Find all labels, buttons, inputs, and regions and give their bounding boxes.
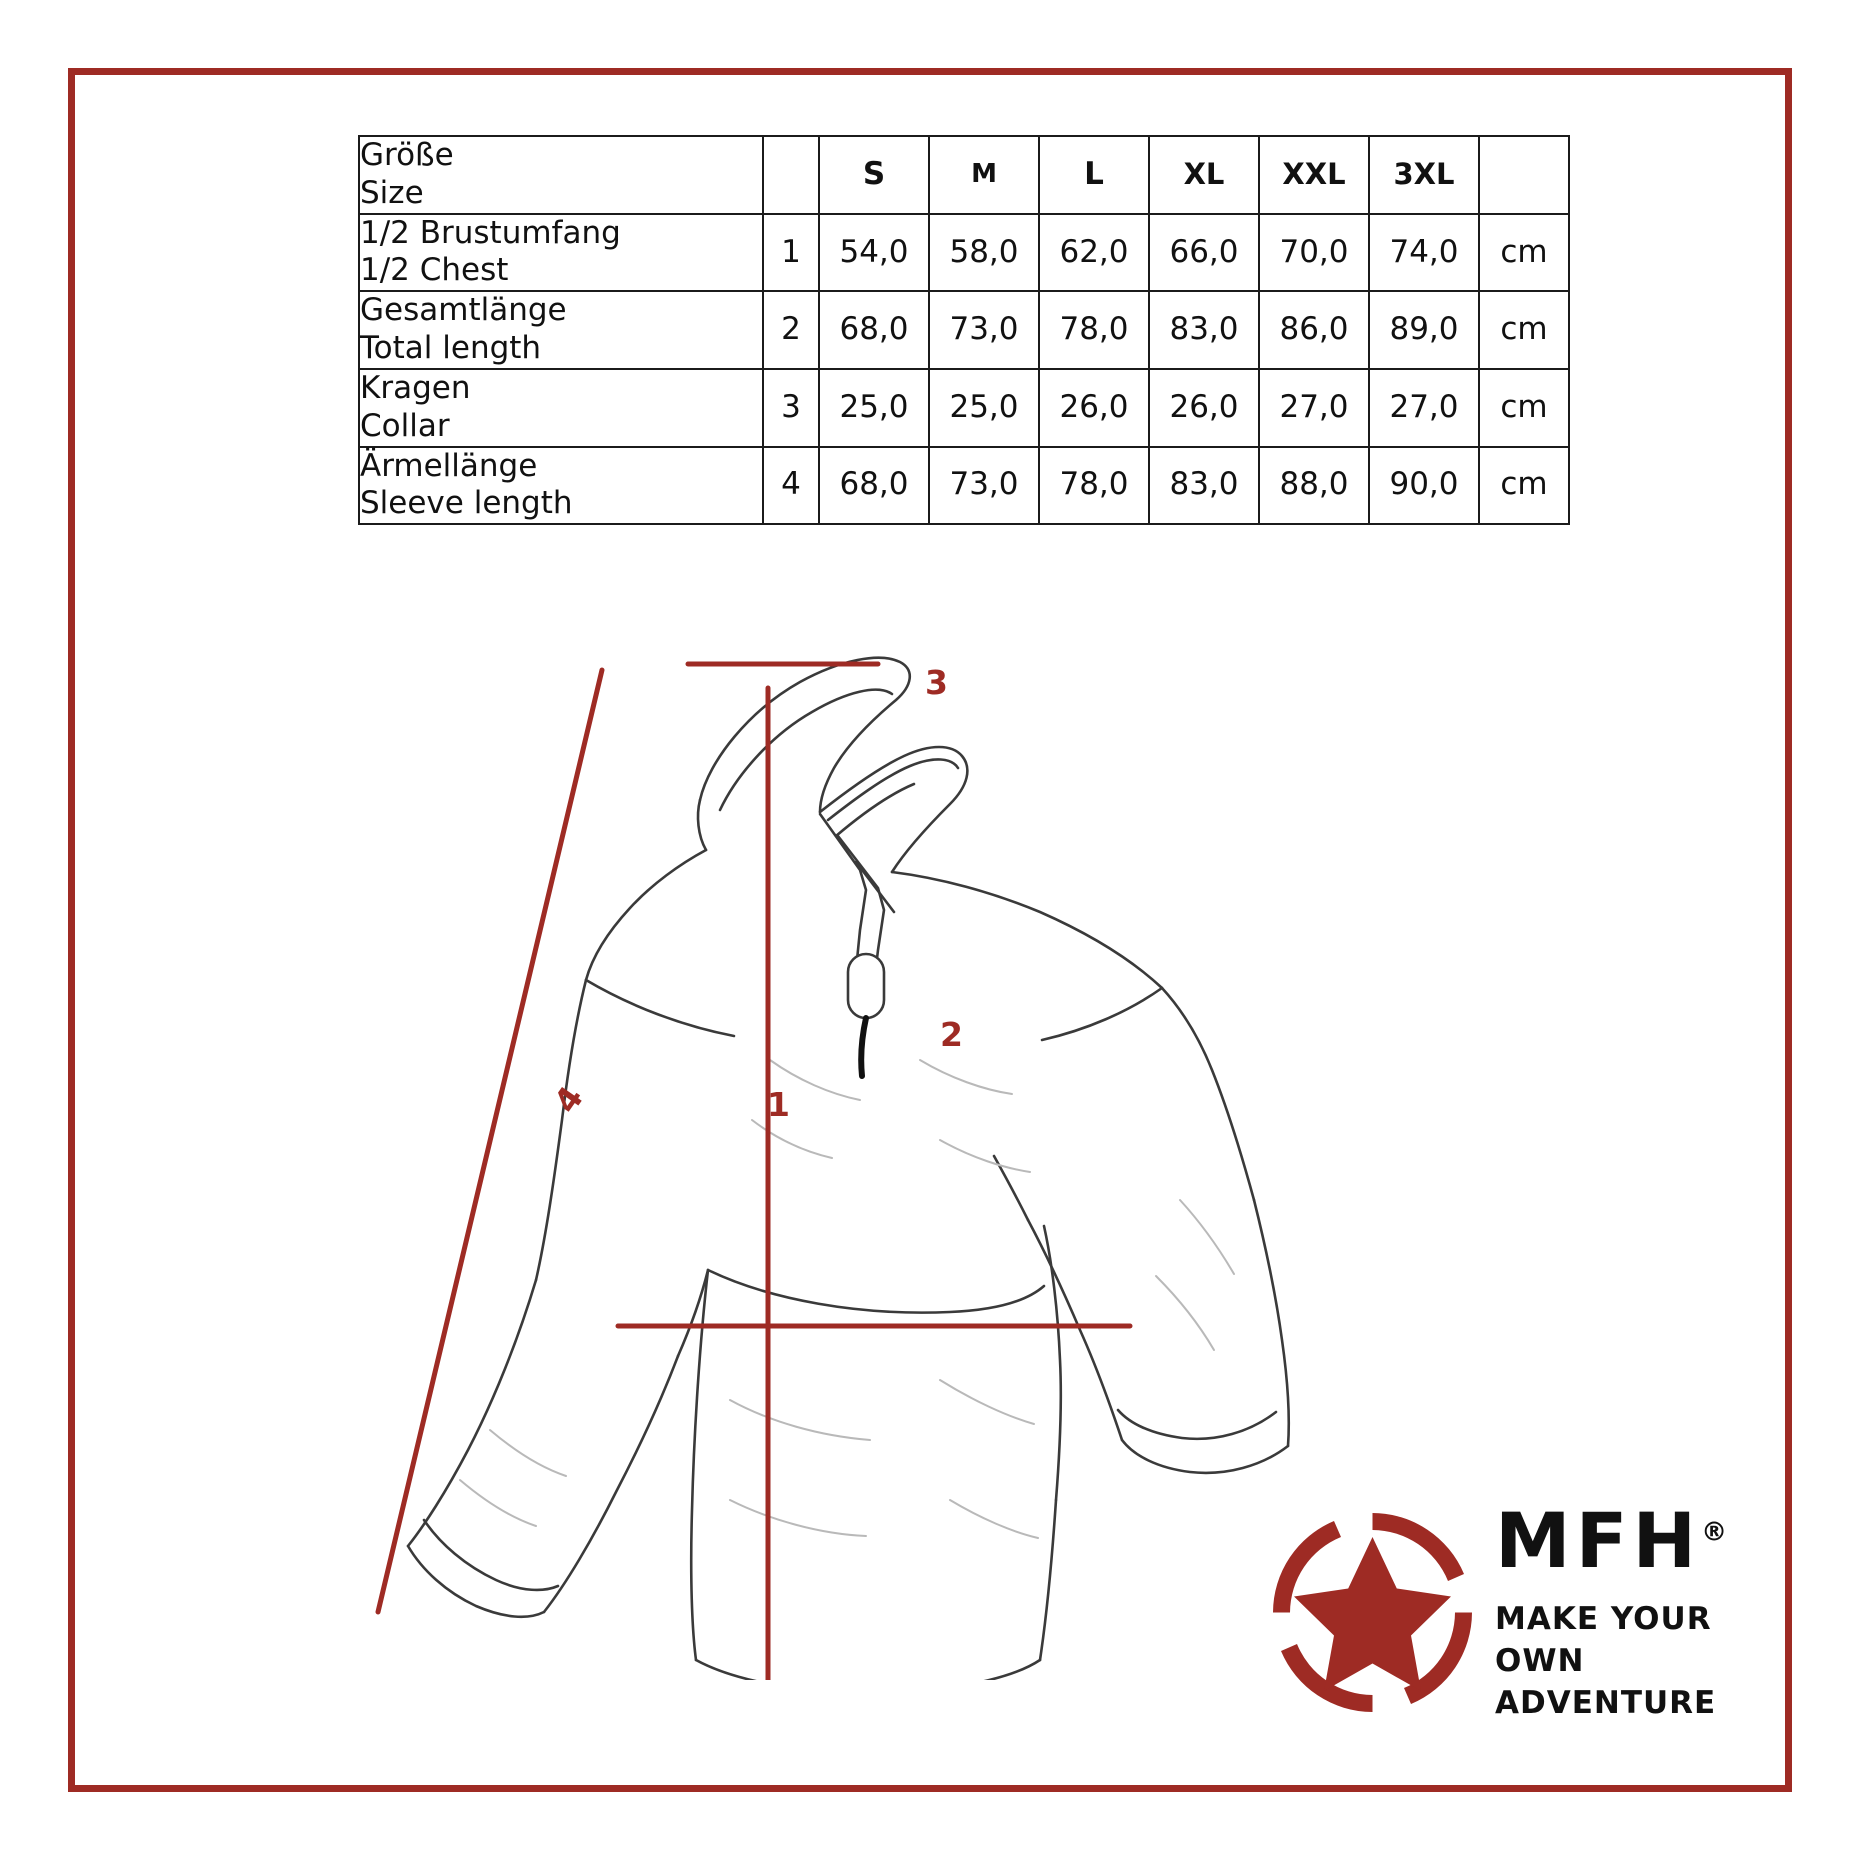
cell-chest-xl: 66,0 <box>1149 214 1259 292</box>
cell-collar-m: 25,0 <box>929 369 1039 447</box>
right-sleeve-top <box>1162 988 1254 1200</box>
left-sleeve-inner <box>544 1356 678 1612</box>
table-row <box>359 369 1569 447</box>
cell-sleeve-m: 73,0 <box>929 447 1039 525</box>
header-label-cell <box>359 136 763 214</box>
fold-line-9 <box>490 1430 566 1476</box>
cell-length-3xl: 89,0 <box>1369 291 1479 369</box>
cell-collar-3xl: 27,0 <box>1369 369 1479 447</box>
measure-label-collar: 3 <box>925 663 948 702</box>
header-size-s: S <box>819 136 929 214</box>
left-cuff-end <box>408 1546 544 1617</box>
row-label-chest <box>359 214 763 292</box>
body-right-side <box>1044 1226 1061 1500</box>
fold-line-12 <box>1156 1276 1214 1350</box>
table-row <box>359 447 1569 525</box>
registered-mark: ® <box>1701 1517 1728 1548</box>
left-cuff-line <box>424 1520 558 1590</box>
header-unit-cell <box>1479 136 1569 214</box>
cell-length-xxl: 86,0 <box>1259 291 1369 369</box>
cell-sleeve-3xl: 90,0 <box>1369 447 1479 525</box>
row-label-en: 1/2 Chest <box>360 252 509 289</box>
zipper-pull-cord <box>861 1018 866 1076</box>
header-index-cell <box>763 136 819 214</box>
row-label-en: Collar <box>360 407 450 444</box>
row-label-sleeve-length <box>359 447 763 525</box>
cell-collar-s: 25,0 <box>819 369 929 447</box>
body-hem <box>696 1660 1040 1680</box>
row-index: 2 <box>763 291 819 369</box>
row-label-en: Sleeve length <box>360 485 573 522</box>
header-size-xl: XL <box>1149 136 1259 214</box>
measure-label-chest: 1 <box>767 1085 790 1124</box>
cell-collar-xl: 26,0 <box>1149 369 1259 447</box>
brand-tagline-line2: ADVENTURE <box>1495 1684 1717 1721</box>
fold-line-11 <box>1180 1200 1234 1274</box>
zipper-slider <box>848 954 884 1018</box>
size-table <box>358 135 1570 525</box>
chest-panel-seam <box>708 1270 1044 1313</box>
fold-line-7 <box>940 1380 1034 1424</box>
star-in-circle-icon <box>1265 1505 1480 1720</box>
fold-line-2 <box>752 1120 832 1158</box>
left-yoke-seam <box>586 980 734 1036</box>
cell-sleeve-unit: cm <box>1479 447 1569 525</box>
brand-logo <box>1265 1495 1735 1745</box>
cell-chest-s: 54,0 <box>819 214 929 292</box>
row-label-de: Ärmellänge <box>360 447 538 484</box>
cell-sleeve-l: 78,0 <box>1039 447 1149 525</box>
header-label-en: Size <box>360 174 424 211</box>
collar-left-bottom <box>698 800 706 850</box>
header-size-m: M <box>929 136 1039 214</box>
cell-length-unit: cm <box>1479 291 1569 369</box>
table-row <box>359 214 1569 292</box>
right-sleeve-outer <box>1254 1200 1289 1446</box>
header-size-xxl: XXL <box>1259 136 1369 214</box>
row-index: 3 <box>763 369 819 447</box>
cell-length-m: 73,0 <box>929 291 1039 369</box>
header-size-l: L <box>1039 136 1149 214</box>
brand-name-wrap <box>1495 1496 1728 1585</box>
fold-line-10 <box>460 1480 536 1526</box>
measure-label-total-length: 2 <box>940 1015 963 1054</box>
left-sleeve-top <box>536 980 586 1280</box>
cell-collar-xxl: 27,0 <box>1259 369 1369 447</box>
size-table-container <box>358 135 1548 525</box>
star-shape <box>1294 1537 1451 1691</box>
row-label-collar <box>359 369 763 447</box>
cell-sleeve-xxl: 88,0 <box>1259 447 1369 525</box>
cell-chest-xxl: 70,0 <box>1259 214 1369 292</box>
fold-line-8 <box>950 1500 1038 1538</box>
fold-line-6 <box>730 1500 866 1536</box>
fold-line-3 <box>920 1060 1012 1094</box>
cell-length-xl: 83,0 <box>1149 291 1259 369</box>
row-label-de: Kragen <box>360 369 471 406</box>
table-row <box>359 291 1569 369</box>
cell-sleeve-xl: 83,0 <box>1149 447 1259 525</box>
right-yoke-seam <box>1042 988 1162 1040</box>
brand-name: MFH <box>1495 1496 1702 1585</box>
right-cuff-end <box>1122 1440 1288 1473</box>
header-label-de: Größe <box>360 137 454 173</box>
fold-line-4 <box>940 1140 1030 1172</box>
row-label-de: 1/2 Brustumfang <box>360 214 621 251</box>
row-label-total-length <box>359 291 763 369</box>
brand-tagline-line1: MAKE YOUR OWN <box>1495 1601 1712 1679</box>
row-label-en: Total length <box>360 330 542 367</box>
cell-chest-l: 62,0 <box>1039 214 1149 292</box>
zipper-teeth-1 <box>856 862 894 912</box>
cell-chest-3xl: 74,0 <box>1369 214 1479 292</box>
right-shoulder <box>892 872 1162 988</box>
header-size-3xl: 3XL <box>1369 136 1479 214</box>
table-header-row <box>359 136 1569 214</box>
measure-label-sleeve-length: 4 <box>545 1078 592 1121</box>
body-right-lower <box>1040 1500 1056 1660</box>
row-label-de: Gesamtlänge <box>360 292 567 329</box>
row-index: 1 <box>763 214 819 292</box>
measure-line-sleeve <box>378 670 602 1612</box>
row-index: 4 <box>763 447 819 525</box>
star-in-circle-svg <box>1265 1505 1480 1720</box>
cell-collar-l: 26,0 <box>1039 369 1149 447</box>
brand-tagline <box>1495 1599 1745 1725</box>
cell-chest-unit: cm <box>1479 214 1569 292</box>
right-sleeve-inner <box>1028 1220 1122 1440</box>
brand-text-block <box>1495 1496 1745 1725</box>
right-cuff-line <box>1118 1410 1276 1439</box>
cell-length-s: 68,0 <box>819 291 929 369</box>
cell-collar-unit: cm <box>1479 369 1569 447</box>
cell-sleeve-s: 68,0 <box>819 447 929 525</box>
cell-length-l: 78,0 <box>1039 291 1149 369</box>
cell-chest-m: 58,0 <box>929 214 1039 292</box>
left-shoulder <box>586 850 706 980</box>
fold-line-5 <box>730 1400 870 1440</box>
